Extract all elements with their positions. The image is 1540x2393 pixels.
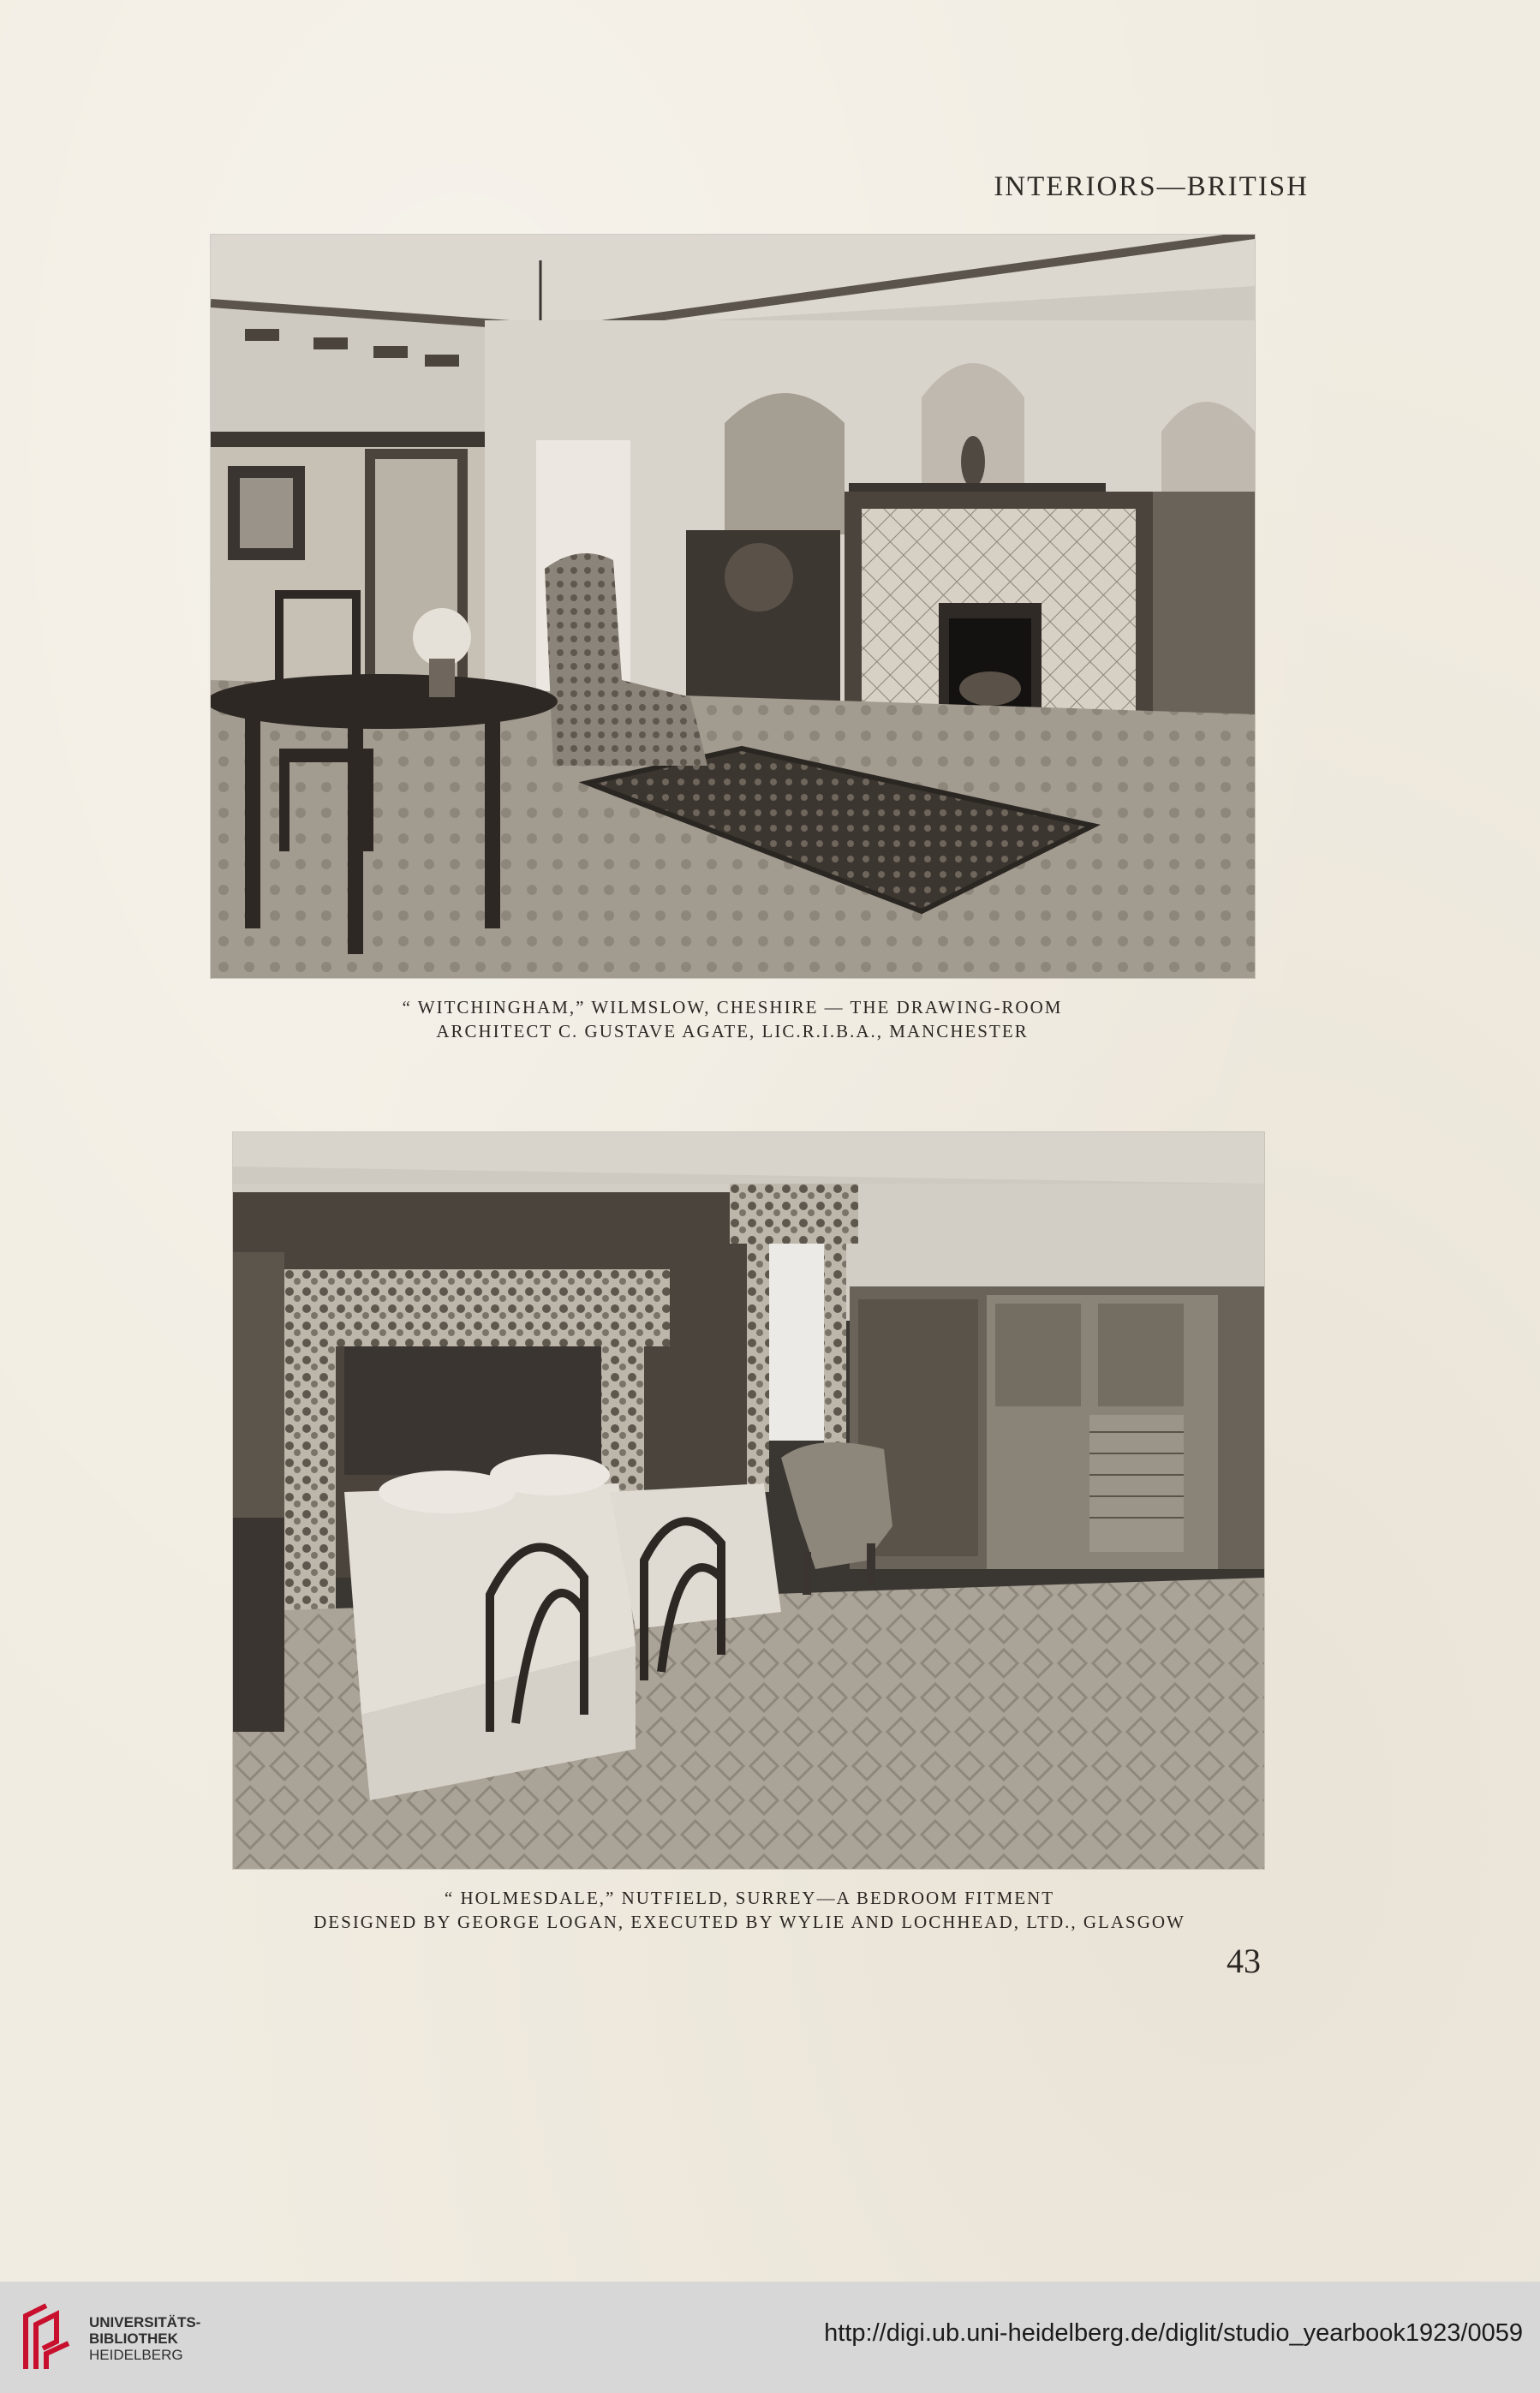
library-name — [89, 2314, 200, 2363]
drawing-room-photograph — [211, 235, 1255, 978]
plate-2-caption — [257, 1886, 1242, 1934]
bedroom-photograph — [233, 1132, 1264, 1869]
library-logo-icon — [17, 2299, 77, 2376]
photo-drawing-room — [211, 235, 1255, 978]
plate-2-caption-credit: DESIGNED BY GEORGE LOGAN, EXECUTED BY WYLIE AND LOCHHEAD, LTD., GLASGOW — [313, 1912, 1185, 1932]
footer-bar — [0, 2282, 1540, 2393]
plate-1-caption-title: “ WITCHINGHAM,” WILMSLOW, CHESHIRE — THE DRAWING-ROOM — [402, 997, 1063, 1017]
plate-2-caption-title: “ HOLMESDALE,” NUTFIELD, SURREY—A BEDROOM FITMENT — [444, 1888, 1055, 1908]
library-name-line-1: UNIVERSITÄTS- — [89, 2314, 201, 2330]
page-number: 43 — [1227, 1942, 1261, 1980]
photo-bedroom — [233, 1132, 1264, 1869]
source-url-link[interactable]: http://digi.ub.uni-heidelberg.de/diglit/studio_yearbook1923/0059 — [824, 2319, 1523, 2347]
library-logo-graphic — [17, 2299, 77, 2376]
plate-1-caption — [257, 995, 1208, 1043]
plate-1-caption-credit: ARCHITECT C. GUSTAVE AGATE, LIC.R.I.B.A., MANCHESTER — [436, 1021, 1029, 1041]
running-title: INTERIORS—BRITISH — [994, 171, 1309, 202]
library-name-line-3: HEIDELBERG — [89, 2347, 183, 2363]
library-name-line-2: BIBLIOTHEK — [89, 2330, 178, 2347]
